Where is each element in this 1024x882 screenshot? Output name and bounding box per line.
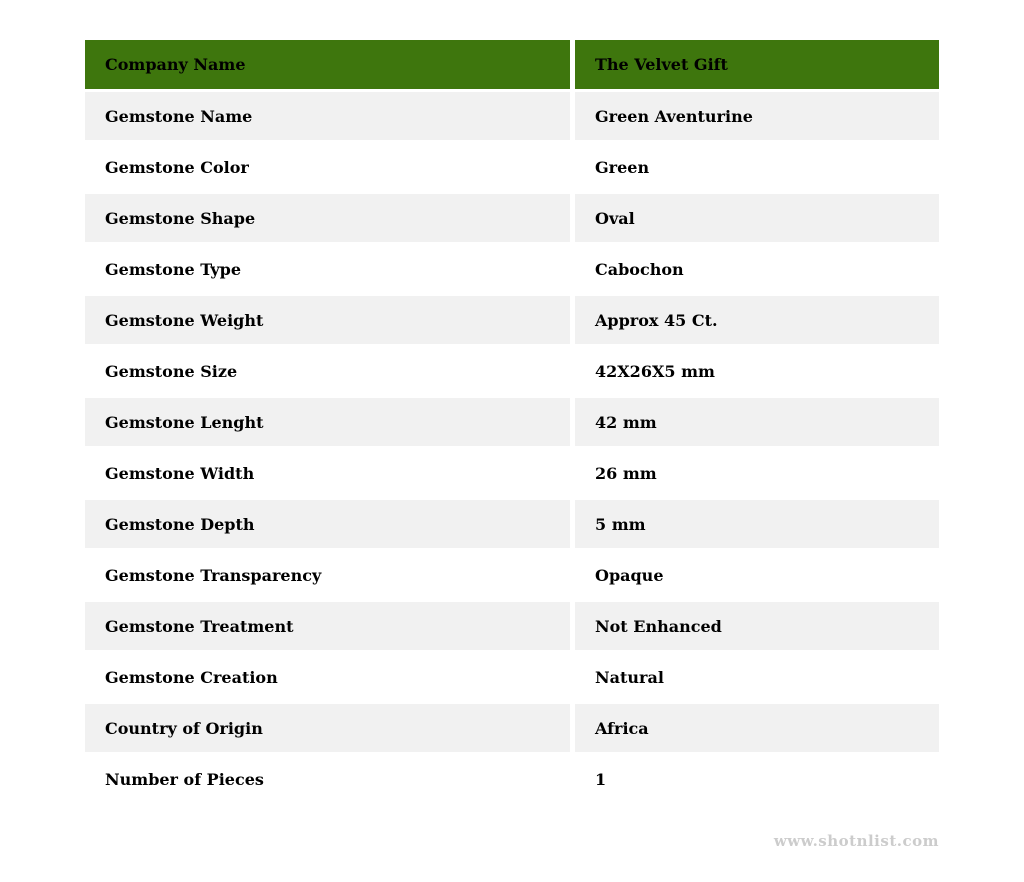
row-label: Gemstone Size: [85, 347, 570, 395]
row-label: Gemstone Name: [85, 92, 570, 140]
row-label: Gemstone Treatment: [85, 602, 570, 650]
row-label: Gemstone Lenght: [85, 398, 570, 446]
row-value: Green Aventurine: [575, 92, 939, 140]
row-label: Gemstone Transparency: [85, 551, 570, 599]
row-value: 1: [575, 755, 939, 803]
row-label: Number of Pieces: [85, 755, 570, 803]
row-value: Oval: [575, 194, 939, 242]
row-value: Approx 45 Ct.: [575, 296, 939, 344]
row-value: Natural: [575, 653, 939, 701]
row-label: Gemstone Color: [85, 143, 570, 191]
row-label: Gemstone Creation: [85, 653, 570, 701]
row-value: Not Enhanced: [575, 602, 939, 650]
row-value: 42 mm: [575, 398, 939, 446]
gemstone-spec-table: [85, 40, 939, 803]
table-header-value: The Velvet Gift: [575, 40, 939, 89]
row-label: Gemstone Width: [85, 449, 570, 497]
row-value: 5 mm: [575, 500, 939, 548]
row-label: Gemstone Shape: [85, 194, 570, 242]
watermark-url: www.shotnlist.com: [773, 832, 939, 850]
row-value: Green: [575, 143, 939, 191]
row-value: Cabochon: [575, 245, 939, 293]
row-value: Opaque: [575, 551, 939, 599]
row-label: Country of Origin: [85, 704, 570, 752]
row-label: Gemstone Type: [85, 245, 570, 293]
row-label: Gemstone Weight: [85, 296, 570, 344]
row-value: 26 mm: [575, 449, 939, 497]
row-label: Gemstone Depth: [85, 500, 570, 548]
table-header-label: Company Name: [85, 40, 570, 89]
row-value: 42X26X5 mm: [575, 347, 939, 395]
row-value: Africa: [575, 704, 939, 752]
